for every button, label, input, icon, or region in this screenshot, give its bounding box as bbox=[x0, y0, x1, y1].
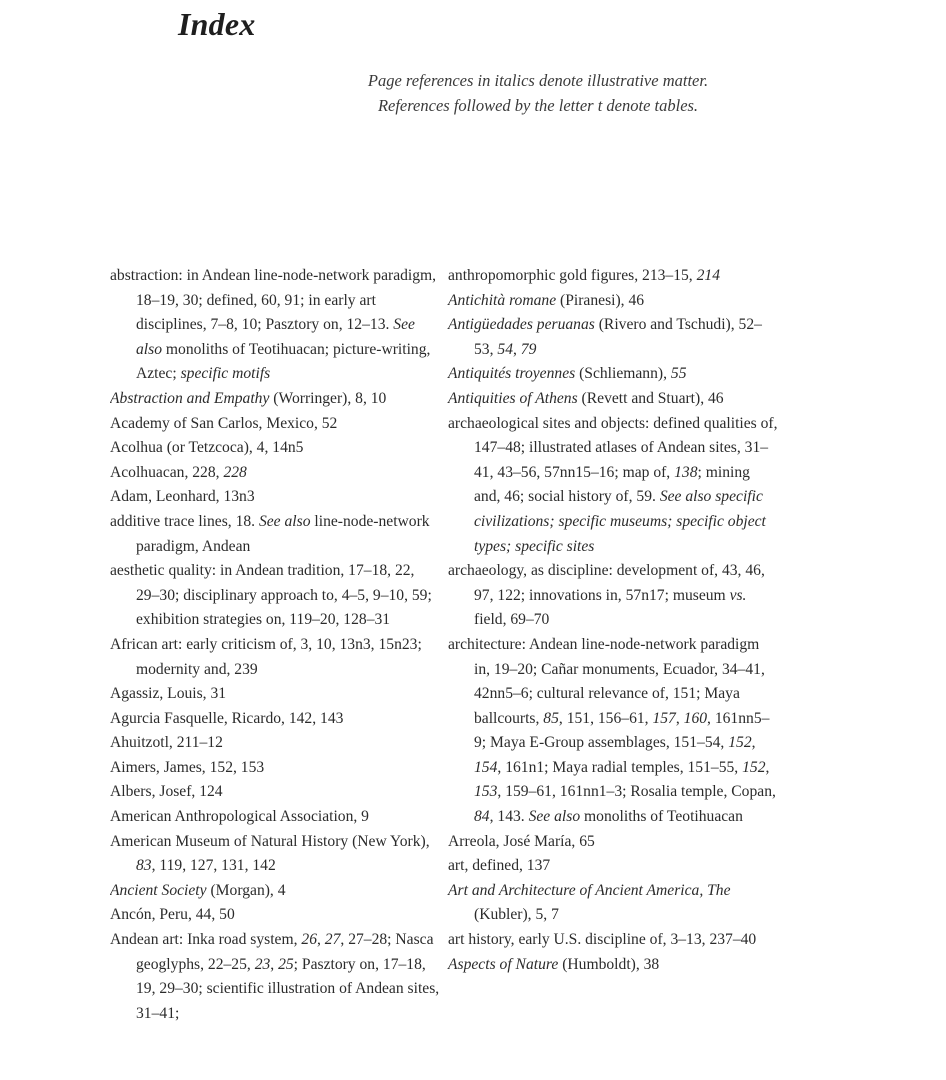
index-entry-text: , 151, 156–61, bbox=[558, 709, 653, 727]
index-entry-text: archaeological sites and objects: defined qualities of, 147–48; illustrated atlases of Andean sites, 31–41, 43–56, 57nn15–16; map of, bbox=[448, 414, 778, 481]
index-column-right bbox=[448, 264, 778, 977]
index-entry-text: (Morgan), 4 bbox=[206, 881, 286, 899]
index-entry bbox=[110, 731, 440, 756]
index-entry-text: (Rivero and Tschudi), 52–53, bbox=[474, 316, 762, 358]
index-entry-italic-text: See also bbox=[258, 512, 311, 530]
page-title: Index bbox=[178, 6, 256, 42]
index-entry bbox=[110, 830, 440, 879]
index-entry bbox=[110, 387, 440, 412]
index-entry-text: , 161nn5–9; Maya E-Group assemblages, 151–54, bbox=[474, 709, 770, 752]
index-entry-text: , 143. bbox=[489, 808, 529, 826]
index-entry-italic-text: Ancient Society bbox=[110, 881, 207, 899]
index-entry-italic-text: 138 bbox=[674, 463, 698, 481]
index-entry-text: American Museum of Natural History (New York), bbox=[110, 832, 430, 850]
index-entry-italic-text: 154 bbox=[474, 758, 498, 776]
index-entry-text: art history, early U.S. discipline of, 3–13, 237–40 bbox=[448, 931, 757, 949]
index-entry-italic-text: 54 bbox=[497, 340, 513, 358]
index-entry-text: aesthetic quality: in Andean tradition, 17–18, 22, 29–30; disciplinary approach to, 4–5, 9–10, 59; exhibition strategies on, 119–20, 128–31 bbox=[110, 562, 432, 629]
index-entry bbox=[110, 682, 440, 707]
index-entry-text: African art: early criticism of, 3, 10, 13n3, 15n23; modernity and, 239 bbox=[110, 635, 422, 678]
index-entry-text: Academy of San Carlos, Mexico, 52 bbox=[110, 414, 338, 432]
index-entry-italic-text: Antigüedades peruanas bbox=[448, 316, 595, 334]
index-entry-italic-text: Abstraction and Empathy bbox=[110, 389, 270, 407]
index-entry bbox=[110, 436, 440, 461]
index-entry-text: (Kubler), 5, 7 bbox=[474, 906, 559, 924]
index-entry bbox=[448, 387, 778, 412]
index-entry-text: Aimers, James, 152, 153 bbox=[110, 758, 265, 776]
index-entry bbox=[110, 633, 440, 682]
index-entry bbox=[448, 559, 778, 633]
index-entry-italic-text: Antiquities of Athens bbox=[448, 389, 578, 407]
index-entry-text: , bbox=[765, 758, 770, 776]
index-entry bbox=[110, 707, 440, 732]
index-entry bbox=[110, 780, 440, 805]
index-entry bbox=[448, 854, 778, 879]
intro-note-tables: References followed by the letter t denote tables. bbox=[377, 96, 699, 115]
index-entry-italic-text: 214 bbox=[696, 267, 720, 284]
index-entry-italic-text: See also specific civilizations; specific museums; specific object types; specific sites bbox=[474, 488, 766, 555]
index-entry-italic-text: specific motifs bbox=[180, 365, 271, 383]
index-entry-italic-text: 79 bbox=[520, 340, 537, 358]
index-entry-text: Adam, Leonhard, 13n3 bbox=[110, 488, 255, 506]
index-entry-text: Andean art: Inka road system, bbox=[110, 931, 302, 949]
index-entry-text: , 161n1; Maya radial temples, 151–55, bbox=[497, 758, 743, 776]
index-entry-text: architecture: Andean line-node-network paradigm in, 19–20; Cañar monuments, Ecuador, 34–41, 42nn5–6; cultural relevance of, 151; Maya ballcourts, bbox=[448, 635, 765, 727]
index-entry bbox=[110, 805, 440, 830]
index-entry-text: Agurcia Fasquelle, Ricardo, 142, 143 bbox=[110, 709, 344, 727]
index-entry bbox=[448, 362, 778, 387]
index-entry bbox=[448, 953, 778, 978]
index-entry-text: , bbox=[512, 340, 521, 358]
index-entry-text: monoliths of Teotihuacan; picture-writing, Aztec; bbox=[136, 340, 431, 383]
index-entry bbox=[448, 633, 778, 830]
index-entry bbox=[110, 903, 440, 928]
index-entry-text: abstraction: in Andean line-node-network paradigm, 18–19, 30; defined, 60, 91; in early art disciplines, 7–8, 10; Pasztory on, 12–13. bbox=[110, 267, 437, 334]
index-entry-text: field, 69–70 bbox=[474, 611, 550, 629]
index-entry-italic-text: 23 bbox=[254, 955, 271, 973]
index-entry-text: , bbox=[317, 931, 325, 949]
index-entry bbox=[110, 461, 440, 486]
index-entry-italic-text: See also bbox=[528, 808, 581, 826]
index-entry-italic-text: 160 bbox=[683, 709, 708, 727]
index-entry-italic-text: 27 bbox=[324, 931, 341, 949]
index-entry-italic-text: Aspects of Nature bbox=[448, 955, 559, 973]
index-entry-text: anthropomorphic gold figures, 213–15, bbox=[448, 267, 697, 284]
index-entry-text: (Schliemann), bbox=[575, 365, 671, 383]
index-entry-text: (Humboldt), 38 bbox=[558, 955, 660, 973]
index-entry bbox=[448, 412, 778, 560]
index-column-left bbox=[110, 264, 440, 1026]
index-intro-note bbox=[0, 68, 946, 118]
index-entry bbox=[110, 756, 440, 781]
index-entry-text: American Anthropological Association, 9 bbox=[110, 808, 369, 826]
index-columns bbox=[110, 264, 790, 1080]
index-entry-italic-text: 84 bbox=[474, 808, 490, 826]
index-entry-text: , bbox=[751, 734, 756, 752]
index-entry-italic-text: 228 bbox=[223, 463, 247, 481]
index-entry-italic-text: 152 bbox=[728, 734, 752, 752]
index-entry bbox=[110, 264, 440, 387]
index-entry-italic-text: 83 bbox=[136, 857, 152, 875]
intro-note-italics: Page references in italics denote illustrative matter. bbox=[367, 71, 709, 90]
index-entry-text: , bbox=[270, 955, 279, 973]
index-entry-text: archaeology, as discipline: development of, 43, 46, 97, 122; innovations in, 57n17; museum bbox=[448, 562, 765, 604]
index-entry-text: , 119, 127, 131, 142 bbox=[151, 857, 276, 875]
index-entry-text: Arreola, José María, 65 bbox=[448, 832, 595, 850]
index-entry bbox=[448, 879, 778, 928]
index-entry-italic-text: See also bbox=[136, 316, 415, 358]
index-entry bbox=[448, 928, 778, 953]
index-entry-text: ; Pasztory on, 17–18, 19, 29–30; scientific illustration of Andean sites, 31–41; bbox=[136, 955, 440, 1022]
index-entry bbox=[110, 485, 440, 510]
index-entry-text: Ahuitzotl, 211–12 bbox=[110, 734, 223, 752]
index-entry-text: Agassiz, Louis, 31 bbox=[110, 685, 227, 703]
index-entry-italic-text: 153 bbox=[474, 783, 498, 801]
index-entry-text: Acolhuacan, 228, bbox=[110, 463, 224, 481]
index-entry-text: , 27–28; Nasca geoglyphs, 22–25, bbox=[136, 931, 434, 973]
index-entry-italic-text: 152 bbox=[742, 758, 766, 776]
index-entry-italic-text: Antiquités troyennes bbox=[448, 365, 576, 383]
index-entry-text: , bbox=[675, 709, 684, 727]
index-entry-italic-text: 157 bbox=[652, 709, 676, 727]
index-entry-text: Acolhua (or Tetzcoca), 4, 14n5 bbox=[110, 439, 304, 457]
index-entry-italic-text: 55 bbox=[670, 365, 687, 383]
index-entry bbox=[448, 313, 778, 362]
index-entry-text: Ancón, Peru, 44, 50 bbox=[110, 906, 235, 924]
index-entry-italic-text: 25 bbox=[278, 955, 294, 973]
index-entry-italic-text: 85 bbox=[543, 709, 559, 727]
index-entry-text: additive trace lines, 18. bbox=[110, 512, 259, 530]
index-entry-text: art, defined, 137 bbox=[448, 857, 551, 875]
index-entry bbox=[110, 879, 440, 904]
index-entry-text: , 159–61, 161nn1–3; Rosalia temple, Copan, bbox=[497, 783, 776, 801]
index-entry-text: line-node-network paradigm, Andean bbox=[136, 512, 430, 555]
index-entry-text: monoliths of Teotihuacan bbox=[580, 808, 743, 826]
index-entry bbox=[110, 928, 440, 1026]
index-entry bbox=[110, 559, 440, 633]
index-entry bbox=[448, 830, 778, 855]
index-entry bbox=[448, 264, 778, 289]
index-entry-text: ; mining and, 46; social history of, 59. bbox=[474, 463, 750, 506]
index-entry bbox=[110, 510, 440, 559]
index-entry-italic-text: 26 bbox=[301, 931, 317, 949]
index-entry-text: (Worringer), 8, 10 bbox=[269, 389, 387, 407]
index-entry-text: (Revett and Stuart), 46 bbox=[577, 389, 724, 407]
index-entry-italic-text: vs. bbox=[729, 586, 747, 604]
index-entry-text: (Piranesi), 46 bbox=[556, 291, 645, 309]
index-entry-italic-text: Antichità romane bbox=[448, 291, 557, 309]
index-entry-italic-text: Art and Architecture of Ancient America, The bbox=[448, 881, 731, 899]
index-entry bbox=[110, 412, 440, 437]
index-entry bbox=[448, 289, 778, 314]
index-entry-text: Albers, Josef, 124 bbox=[110, 783, 223, 801]
